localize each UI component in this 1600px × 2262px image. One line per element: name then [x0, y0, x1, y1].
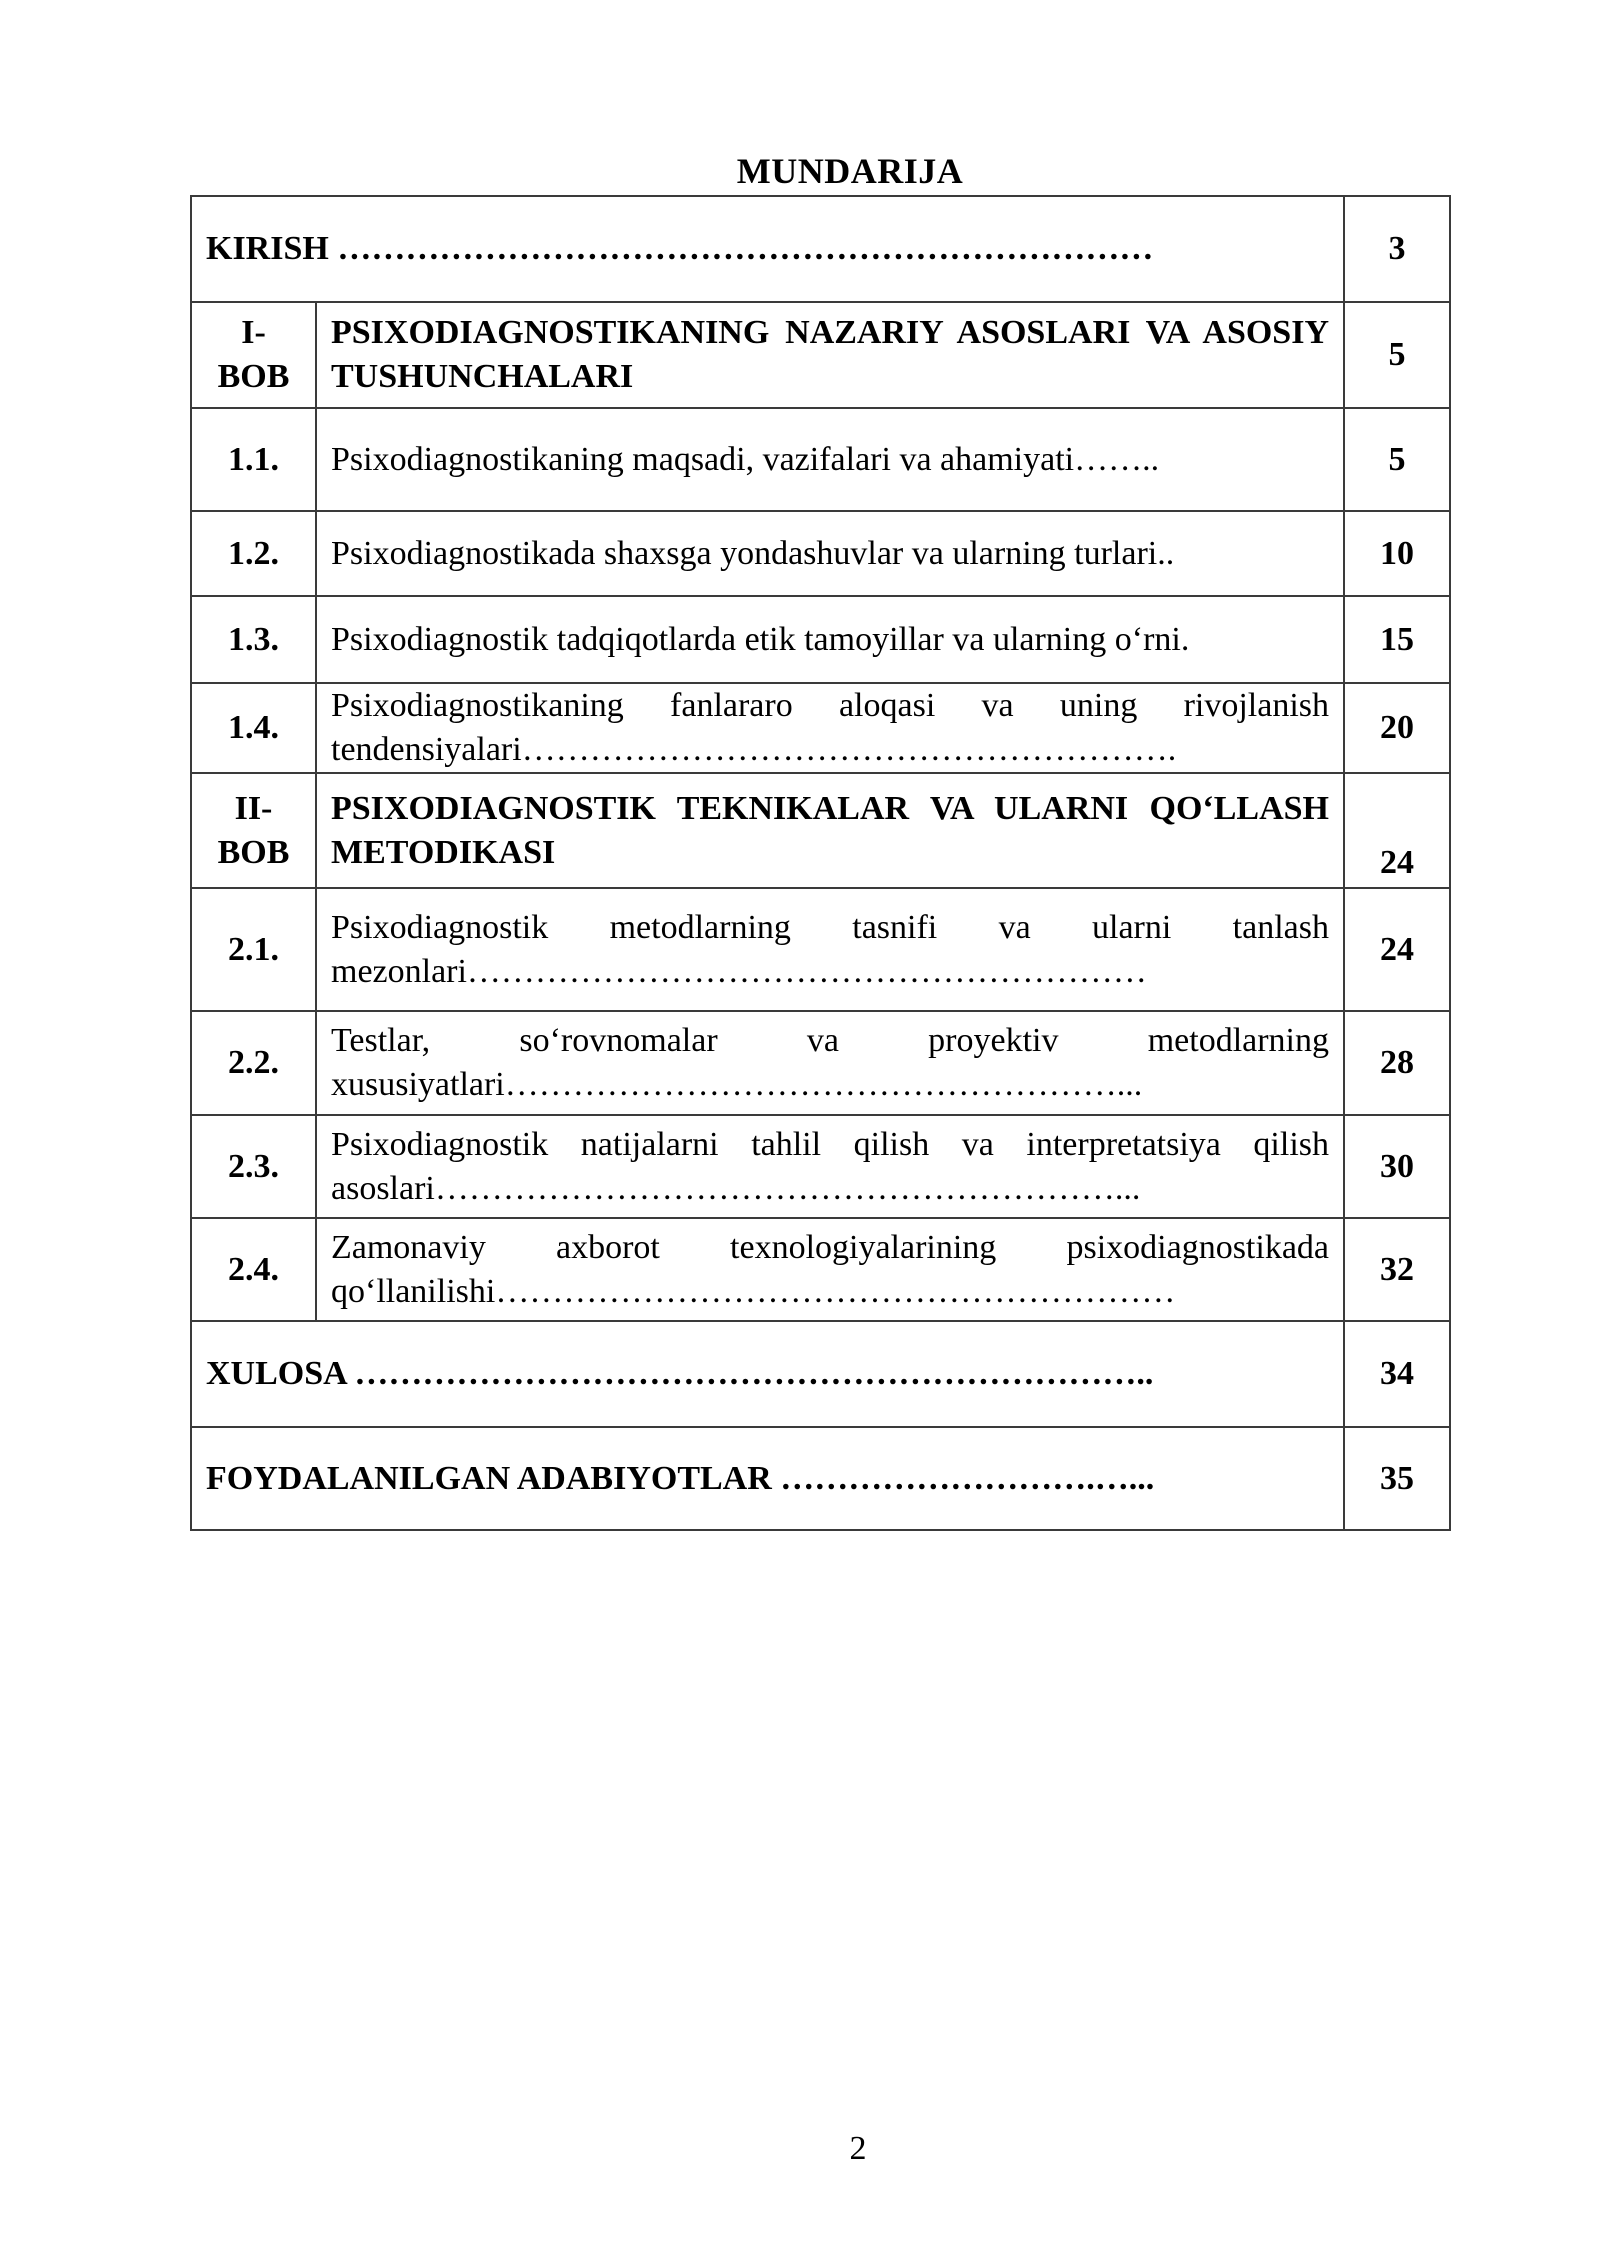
toc-entry-label: FOYDALANILGAN ADABIYOTLAR ……………………….…...: [191, 1427, 1344, 1530]
toc-row-section-1-4: [191, 683, 1450, 773]
toc-row-conclusion: [191, 1321, 1450, 1427]
toc-section-title: Zamonaviy axborot texnologiyalarining psixodiagnostikada qo‘llanilishi……………………………………………………: [316, 1218, 1344, 1321]
table-of-contents: [190, 195, 1451, 1531]
toc-section-number: 1.1.: [191, 408, 316, 511]
toc-entry-label: KIRISH ………………………………………………………………: [191, 196, 1344, 302]
toc-section-title: Testlar, so‘rovnomalar va proyektiv metodlarning xususiyatlari………………………………………………...: [316, 1011, 1344, 1115]
toc-section-number: 1.4.: [191, 683, 316, 773]
toc-section-number: 2.4.: [191, 1218, 316, 1321]
toc-row-section-1-3: [191, 596, 1450, 683]
toc-page-number: 35: [1344, 1427, 1450, 1530]
toc-chapter-number: II-BOB: [191, 773, 316, 888]
toc-row-section-1-1: [191, 408, 1450, 511]
toc-chapter-number: I-BOB: [191, 302, 316, 408]
toc-section-number: 1.2.: [191, 511, 316, 596]
toc-section-number: 2.1.: [191, 888, 316, 1011]
toc-row-section-2-4: [191, 1218, 1450, 1321]
toc-page-number: 34: [1344, 1321, 1450, 1427]
page-number: 2: [849, 2130, 867, 2167]
toc-section-title: Psixodiagnostikaning fanlararo aloqasi va uning rivojlanish tendensiyalari………………………………………………….: [316, 683, 1344, 773]
toc-row-introduction: [191, 196, 1450, 302]
toc-page-number: 24: [1344, 773, 1450, 888]
toc-row-section-2-2: [191, 1011, 1450, 1115]
toc-section-title: Psixodiagnostik natijalarni tahlil qilish va interpretatsiya qilish asoslari……………………………………………………...: [316, 1115, 1344, 1218]
toc-page-number: 30: [1344, 1115, 1450, 1218]
toc-row-section-2-1: [191, 888, 1450, 1011]
toc-page-number: 24: [1344, 888, 1450, 1011]
toc-chapter-title: PSIXODIAGNOSTIK TEKNIKALAR VA ULARNI QO‘LLASH METODIKASI: [316, 773, 1344, 888]
toc-row-chapter-2: [191, 773, 1450, 888]
toc-row-section-1-2: [191, 511, 1450, 596]
toc-page-number: 10: [1344, 511, 1450, 596]
toc-chapter-title: PSIXODIAGNOSTIKANING NAZARIY ASOSLARI VA ASOSIY TUSHUNCHALARI: [316, 302, 1344, 408]
toc-section-number: 1.3.: [191, 596, 316, 683]
toc-row-chapter-1: [191, 302, 1450, 408]
toc-page-number: 5: [1344, 408, 1450, 511]
toc-row-references: [191, 1427, 1450, 1530]
toc-section-title: Psixodiagnostik metodlarning tasnifi va ularni tanlash mezonlari……………………………………………………: [316, 888, 1344, 1011]
toc-page-number: 3: [1344, 196, 1450, 302]
document-title: MUNDARIJA: [736, 151, 964, 191]
toc-page-number: 20: [1344, 683, 1450, 773]
toc-section-title: Psixodiagnostikada shaxsga yondashuvlar va ularning turlari..: [316, 511, 1344, 596]
toc-entry-label: XULOSA ……………………………………………………………..: [191, 1321, 1344, 1427]
toc-section-title: Psixodiagnostikaning maqsadi, vazifalari va ahamiyati……..: [316, 408, 1344, 511]
toc-page-number: 5: [1344, 302, 1450, 408]
toc-page-number: 32: [1344, 1218, 1450, 1321]
toc-section-number: 2.2.: [191, 1011, 316, 1115]
toc-page-number: 28: [1344, 1011, 1450, 1115]
toc-page-number: 15: [1344, 596, 1450, 683]
toc-section-number: 2.3.: [191, 1115, 316, 1218]
toc-row-section-2-3: [191, 1115, 1450, 1218]
toc-section-title: Psixodiagnostik tadqiqotlarda etik tamoyillar va ularning o‘rni.: [316, 596, 1344, 683]
